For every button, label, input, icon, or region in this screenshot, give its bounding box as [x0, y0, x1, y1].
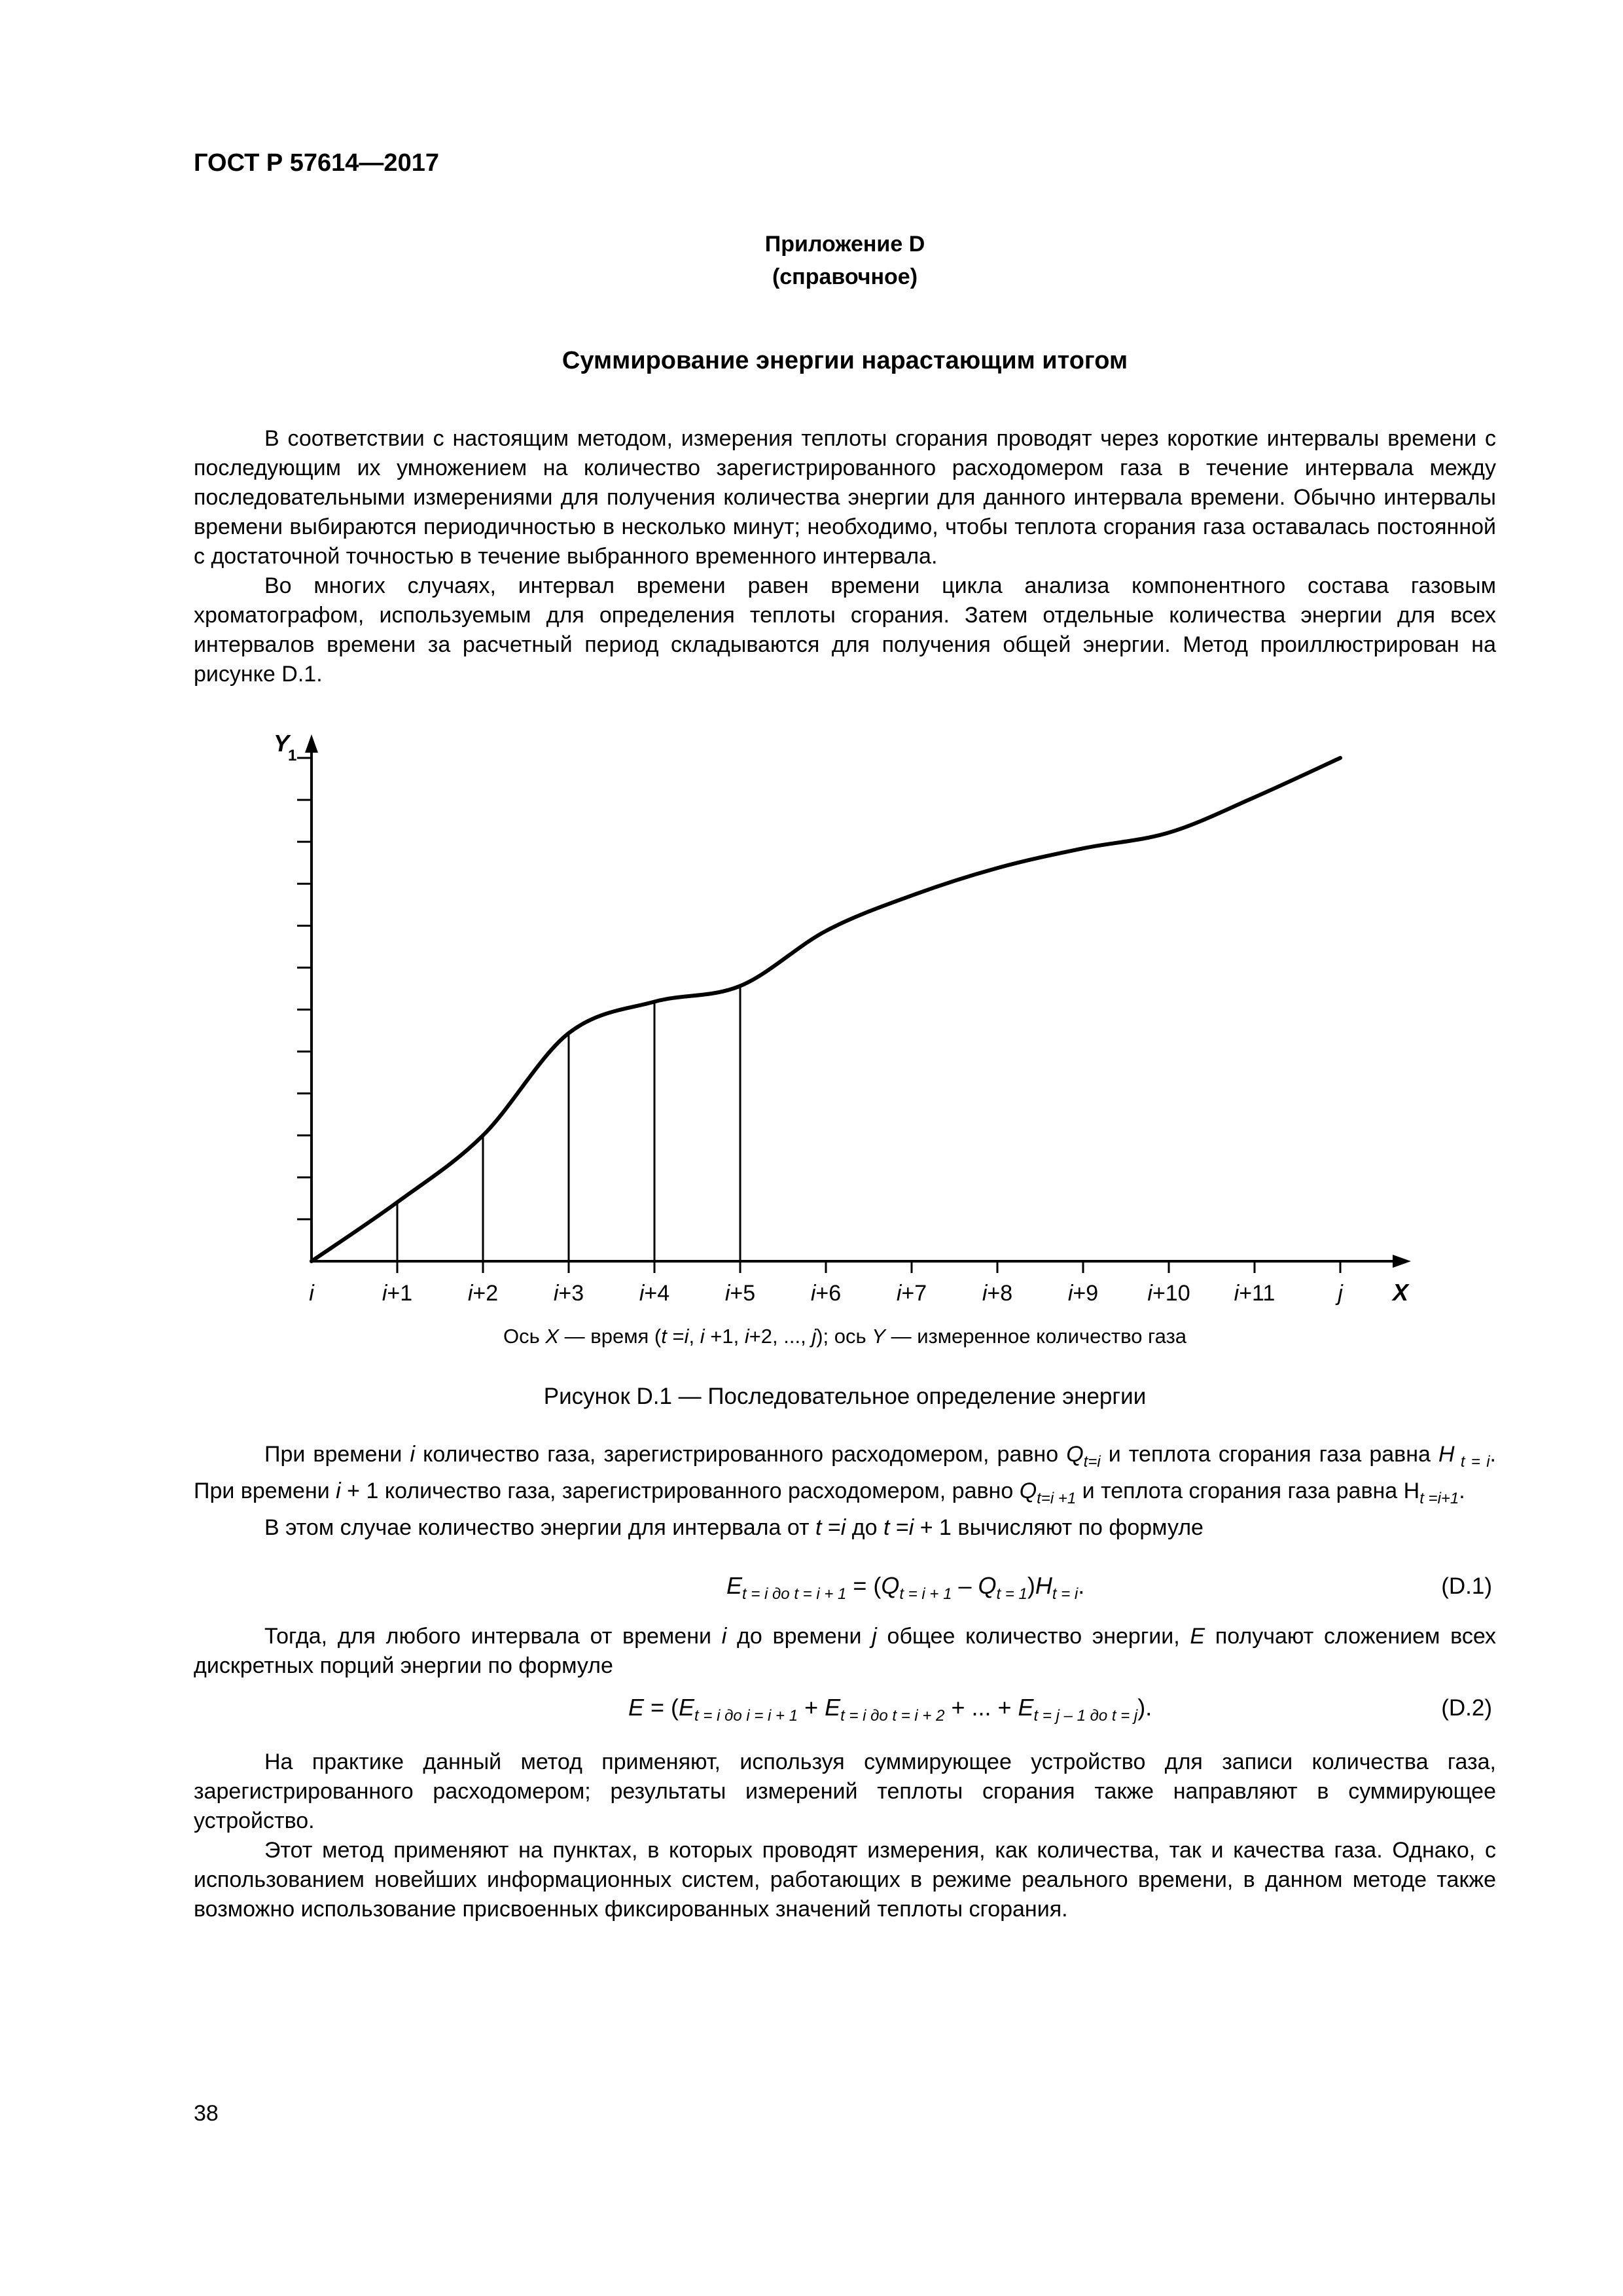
- annex-label: Приложение D: [764, 232, 925, 257]
- x-tick-label: i+2: [467, 1281, 499, 1306]
- x-tick-label: i+1: [382, 1281, 413, 1306]
- section-title: Суммирование энергии нарастающим итогом: [562, 347, 1128, 374]
- formula-d2: $E = (E_{t = i до i = i + 1} + E_{t = i до t = i + 2}$ + ... + $E_{t = j - 1 до t = j}$).: [628, 1694, 1152, 1725]
- y-axis-arrow: [305, 734, 318, 753]
- standard-header: ГОСТ Р 57614—2017: [194, 149, 439, 177]
- x-axis-arrow: [1393, 1255, 1411, 1268]
- paragraph-7: Этот метод применяют на пунктах, в которых проводят измерения, как количества, так и качества газа. Однако, с использованием новейших информационных систем, работающих в режиме реального времени, в данном методе также возможно использование присвоенных фиксированных значений теплоты сгорания.: [194, 1838, 1496, 1922]
- y-axis-title: Y: [274, 730, 290, 757]
- annex-type: (справочное): [772, 264, 918, 289]
- figure-d1-chart: [0, 707, 1623, 1322]
- x-tick-label: i+5: [724, 1281, 756, 1306]
- chart-axes: [297, 734, 1411, 1273]
- chart-labels: [274, 730, 1410, 1306]
- body-text-3: [194, 1622, 1496, 1681]
- axes-caption: Ось X — время (t =i, i +1, i+2, ..., j); ось Y — измеренное количество газа: [503, 1325, 1187, 1348]
- paragraph-5: Тогда, для любого интервала от времени i до времени j общее количество энергии, E получают сложением всех дискретных порций энергии по формуле: [194, 1624, 1497, 1678]
- paragraph-4: В этом случае количество энергии для интервала от t =i до t =i + 1 вычисляют по формуле: [264, 1515, 1204, 1540]
- formula-d1: $E_{t = i до t = i + 1} = (Q_{t = i + 1} - Q_{t = 1})H_{t = i}$.: [726, 1572, 1085, 1604]
- intro-text: [194, 424, 1496, 689]
- body-text-4: [194, 1748, 1496, 1924]
- x-tick-label: i+3: [553, 1281, 584, 1306]
- x-tick-label: i+11: [1234, 1281, 1275, 1306]
- x-tick-label: i+8: [982, 1281, 1013, 1306]
- body-text-2: [194, 1440, 1496, 1543]
- intro-paragraph-1: В соответствии с настоящим методом, измерения теплоты сгорания проводят через короткие интервалы времени с последующим их умножением на количество зарегистрированного расходомером газа в течение интервала между последовательными измерениями для получения количества энергии для данного интервала времени. Обычно интервалы времени выбираются периодичностью в несколько минут; необходимо, чтобы теплота сгорания газа оставалась постоянной с достаточной точностью в течение выбранного временного интервала.: [194, 426, 1496, 569]
- paragraph-3: При времени i количество газа, зарегистрированного расходомером, равно $Q_{t=i}$ и теплота сгорания газа равна H $_{t = i}$. При времени i + 1 количество газа, зарегистрированного расходомером, равно $Q_{t=i +1}$ и теплота сгорания газа равна $H_{t =i+1}$.: [194, 1442, 1496, 1507]
- cumulative-energy-curve: [312, 758, 1340, 1261]
- y-axis-title-subscript: 1: [288, 747, 297, 764]
- x-tick-label: i: [309, 1281, 314, 1306]
- formula-d1-number: (D.1): [1441, 1573, 1492, 1599]
- x-tick-label: i+6: [810, 1281, 842, 1306]
- page-number: 38: [194, 2101, 219, 2126]
- x-axis-title: X: [1392, 1279, 1409, 1306]
- annex-heading: [194, 228, 1496, 293]
- x-tick-label: i+10: [1147, 1281, 1190, 1306]
- figure-title: Рисунок D.1 — Последовательное определение энергии: [543, 1384, 1147, 1409]
- chart-drop-lines: [397, 986, 740, 1261]
- formula-d2-number: (D.2): [1441, 1695, 1492, 1721]
- paragraph-6: На практике данный метод применяют, используя суммирующее устройство для записи количества газа, зарегистрированного расходомером; результаты измерений теплоты сгорания также направляют в суммирующее устройство.: [194, 1749, 1496, 1833]
- intro-paragraph-2: Во многих случаях, интервал времени равен времени цикла анализа компонентного состава газовым хроматографом, используемым для определения теплоты сгорания. Затем отдельные количества энергии для всех интервалов времени за расчетный период складываются для получения общей энергии. Метод проиллюстрирован на рисунке D.1.: [194, 573, 1496, 687]
- x-tick-label: j: [1338, 1281, 1343, 1306]
- x-tick-label: i+9: [1067, 1281, 1099, 1306]
- x-tick-label: i+7: [896, 1281, 927, 1306]
- chart-curve: [312, 758, 1340, 1261]
- x-tick-label: i+4: [639, 1281, 670, 1306]
